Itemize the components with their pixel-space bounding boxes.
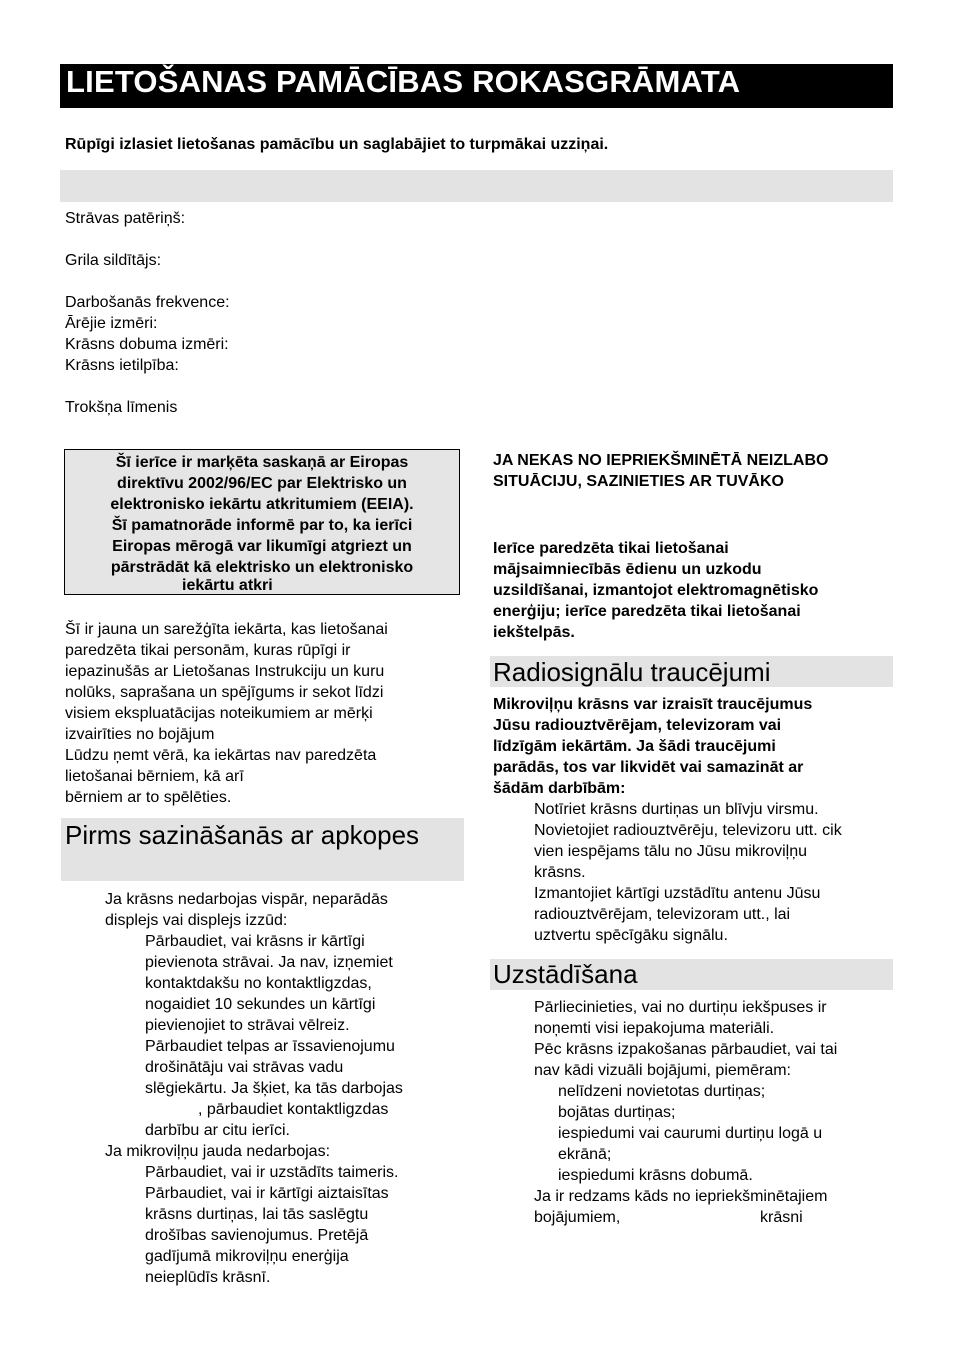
radio-intro-line: Mikroviļņu krāsns var izraisīt traucējumus [493,696,813,713]
question-line: Ja krāsns nedarbojas vispār, neparādās [105,891,388,908]
contact-line: JA NEKAS NO IEPRIEKŠMINĒTĀ NEIZLABO [493,452,829,469]
install-text [534,997,837,1081]
install-line: Pēc krāsns izpakošanas pārbaudiet, vai tai [534,1041,838,1058]
intro-line: Šī ir jauna un sarežģīta iekārta, kas lietošanai [65,621,388,638]
radio-step-line: radiouztvērējam, televizoram utt., lai [534,906,791,923]
notice-line: Šī ierīce ir marķēta saskaņā ar Eiropas [115,454,409,471]
intro-line: paredzēta tikai personām, kuras rūpīgi ir [65,642,351,659]
intro-line: nolūks, saprašana un spējīgums ir sekot līdzi [65,684,384,701]
contact-line: SITUĀCIJU, SAZINIETIES AR TUVĀKO [493,473,784,490]
notice-line: direktīvu 2002/96/EC par Elektrisko un [117,475,407,492]
spec-outer-dimensions: Ārējie izmēri: [65,315,158,332]
radio-intro [493,694,812,799]
specifications-bar [60,170,893,202]
radio-intro-line: parādās, tos var likvidēt vai samazināt ar [493,759,804,776]
radio-step-line: Notīriet krāsns durtiņas un blīvju virsmu. [534,801,819,818]
answer-line: pievienojiet to strāvai vēlreiz. [145,1017,350,1034]
service-heading: Pirms sazināšanās ar apkopes [65,820,420,850]
spec-cavity-dimensions: Krāsns dobuma izmēri: [65,336,229,353]
intro-line: bērniem ar to spēlēties. [65,789,232,806]
radio-step-line: krāsns. [534,864,586,881]
spec-power: Strāvas patēriņš: [65,210,186,227]
service-answer-2 [145,1162,398,1288]
usage-line: Ierīce paredzēta tikai lietošanai [493,540,729,557]
damage-item: iespiedumi vai caurumi durtiņu logā u [558,1125,823,1142]
install-tail-part-b: krāsni [760,1209,803,1226]
answer-line: Pārbaudiet telpas ar īssavienojumu [145,1038,395,1055]
answer-line: Pārbaudiet, vai ir uzstādīts taimeris. [145,1164,399,1181]
radio-step-line: Novietojiet radiouztvērēju, televizoru utt. cik [534,822,842,839]
install-tail-part-a: bojājumiem, [534,1209,621,1226]
intro-line: lietošanai bērniem, kā arī [65,768,244,785]
page-title: LIETOŠANAS PAMĀCĪBAS ROKASGRĀMATA [66,64,741,99]
spec-capacity: Krāsns ietilpība: [65,357,179,374]
intro-line: izvairīties no bojājum [65,726,215,743]
notice-line: Šī pamatnorāde informē par to, ka ierīci [111,517,413,534]
answer-line: kontaktdakšu no kontaktligzdas, [145,975,372,992]
answer-line: Pārbaudiet, vai ir kārtīgi aiztaisītas [145,1185,389,1202]
intro-paragraph [65,619,465,808]
notice-line: pārstrādāt kā elektrisko un elektronisko [110,559,414,576]
install-line: Pārliecinieties, vai no durtiņu iekšpuses ir [534,999,827,1016]
radio-heading: Radiosignālu traucējumi [493,657,771,687]
damage-item: ekrānā; [558,1146,612,1163]
contact-service-notice [493,450,828,492]
radio-steps [534,799,842,946]
notice-line: elektronisko iekārtu atkritumiem (EEIA). [110,496,414,513]
radio-intro-line: šādām darbībām: [493,780,626,797]
spec-grill: Grila sildītājs: [65,252,162,269]
answer-line: pievienota strāvai. Ja nav, izņemiet [145,954,393,971]
usage-line: mājsaimniecībās ēdienu un uzkodu [493,561,762,578]
install-heading: Uzstādīšana [493,959,638,989]
usage-line: iekštelpās. [493,624,575,641]
answer-line: nogaidiet 10 sekundes un kārtīgi [145,996,376,1013]
service-question-2: Ja mikroviļņu jauda nedarbojas: [105,1143,331,1160]
install-tail-line: Ja ir redzams kāds no iepriekšminētajiem [534,1188,828,1205]
answer-line: krāsns durtiņas, lai tās saslēgtu [145,1206,369,1223]
radio-step-line: uztvertu spēcīgāku signālu. [534,927,728,944]
answer-line: neieplūdīs krāsnī. [145,1269,271,1286]
usage-line: uzsildīšanai, izmantojot elektromagnētisko [493,582,819,599]
intro-line: visiem ekspluatācijas noteikumiem ar mērķi [65,705,373,722]
radio-step-line: vien iespējams tālu no Jūsu mikroviļņu [534,843,808,860]
intro-line: iepazinušās ar Lietošanas Instrukciju un kuru [65,663,385,680]
install-line: noņemti visi iepakojuma materiāli. [534,1020,775,1037]
radio-intro-line: līdzīgām iekārtām. Ja šādi traucējumi [493,738,776,755]
weee-notice-text [64,452,460,578]
intro-line: Lūdzu ņemt vērā, ka iekārtas nav paredzēta [65,747,377,764]
page-subtitle: Rūpīgi izlasiet lietošanas pamācību un saglabājiet to turpmākai uzziņai. [65,136,609,153]
notice-line-last: iekārtu atkri [182,577,273,594]
radio-step-line: Izmantojiet kārtīgi uzstādītu antenu Jūsu [534,885,821,902]
answer-line: drošinātāju vai strāvas vadu [145,1059,344,1076]
install-damage-list [558,1081,822,1186]
install-line: nav kādi vizuāli bojājumi, piemēram: [534,1062,791,1079]
notice-line: Eiropas mērogā var likumīgi atgriezt un [112,538,412,555]
answer-line: Pārbaudiet, vai krāsns ir kārtīgi [145,933,365,950]
spec-frequency: Darbošanās frekvence: [65,294,230,311]
damage-item: bojātas durtiņas; [558,1104,676,1121]
answer-line: gadījumā mikroviļņu enerģija [145,1248,349,1265]
damage-item: iespiedumi krāsns dobumā. [558,1167,753,1184]
answer-line: drošības savienojumus. Pretējā [145,1227,369,1244]
answer-line: darbību ar citu ierīci. [145,1122,290,1139]
usage-line: enerģiju; ierīce paredzēta tikai lietošanai [493,603,801,620]
spec-noise: Trokšņa līmenis [65,399,178,416]
damage-item: nelīdzeni novietotas durtiņas; [558,1083,766,1100]
answer-line: slēgiekārtu. Ja šķiet, ka tās darbojas [145,1080,403,1097]
radio-intro-line: Jūsu radiouztvērējam, televizoram vai [493,717,782,734]
answer-line: , pārbaudiet kontaktligzdas [198,1101,389,1118]
intended-use-notice [493,538,818,643]
question-line: displejs vai displejs izzūd: [105,912,288,929]
service-question-1 [105,889,388,931]
service-answer-1 [145,931,403,1141]
